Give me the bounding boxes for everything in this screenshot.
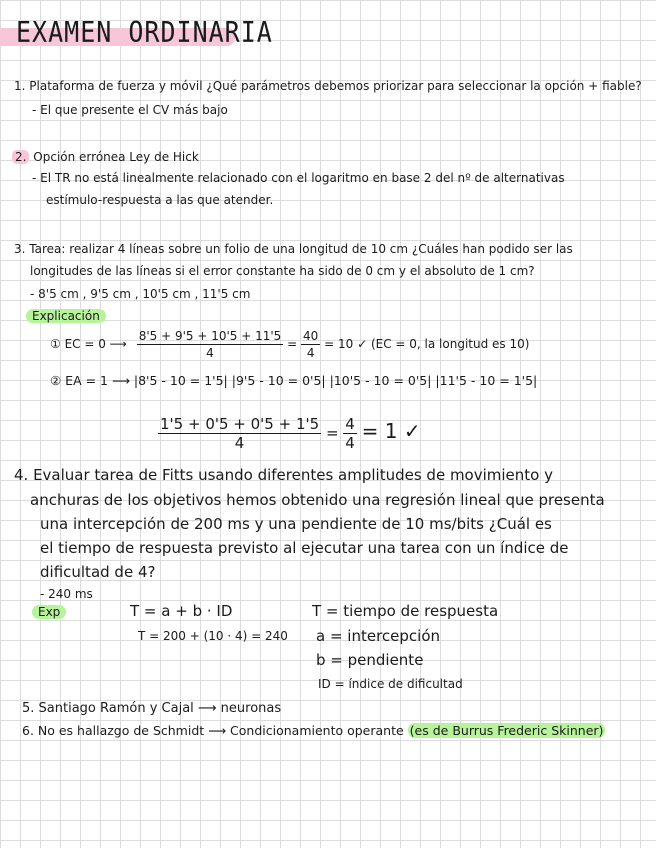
- ec-numerator-2: 40: [303, 329, 319, 343]
- ec-result: = 10 ✓ (EC = 0, la longitud es 10): [324, 337, 530, 351]
- answer-2-line-1: - El TR no está linealmente relacionado con el logaritmo en base 2 del nº de alternativas: [32, 171, 565, 185]
- ea-result: = 1 ✓: [361, 419, 421, 443]
- question-4-line-5: dificultad de 4?: [40, 563, 156, 581]
- question-4-line-4: el tiempo de respuesta previsto al ejecutar una tarea con un índice de: [40, 539, 569, 557]
- ea-numerator-2: 4: [345, 415, 355, 433]
- ea-denominator-2: 4: [345, 434, 355, 452]
- ec-denominator-1: 4: [206, 346, 214, 360]
- legend-a: a = intercepción: [316, 627, 441, 645]
- question-3-line-2: longitudes de las líneas si el error constante ha sido de 0 cm y el absoluto de 1 cm?: [30, 264, 535, 278]
- explicacion-label-text: Explicación: [26, 309, 106, 323]
- question-3-line-1: 3. Tarea: realizar 4 líneas sobre un folio de una longitud de 10 cm ¿Cuáles han podido ser las: [14, 242, 573, 256]
- ea-fraction-2: [343, 415, 357, 452]
- legend-b: b = pendiente: [316, 651, 424, 669]
- ec-equals: =: [287, 337, 298, 351]
- answer-4: - 240 ms: [40, 587, 93, 601]
- question-2-text: Opción errónea Ley de Hick: [33, 150, 199, 164]
- ec-numerator-1: 8'5 + 9'5 + 10'5 + 11'5: [138, 329, 282, 343]
- question-2-number: 2.: [12, 150, 29, 164]
- question-2: [12, 149, 199, 165]
- question-4-line-3: una intercepción de 200 ms y una pendiente de 10 ms/bits ¿Cuál es: [40, 515, 552, 533]
- ec-equation: [50, 328, 529, 361]
- ea-numerator-1: 1'5 + 0'5 + 0'5 + 1'5: [160, 415, 320, 433]
- question-5: 5. Santiago Ramón y Cajal ⟶ neuronas: [22, 701, 282, 716]
- ea-average: [158, 415, 421, 452]
- ec-denominator-2: 4: [306, 346, 315, 360]
- fitts-calculation: T = 200 + (10 · 4) = 240: [138, 629, 288, 643]
- ea-fraction-1: [158, 415, 321, 452]
- exp-label: [32, 604, 66, 620]
- question-6: [22, 723, 605, 739]
- answer-3: - 8'5 cm , 9'5 cm , 10'5 cm , 11'5 cm: [30, 287, 251, 301]
- answer-1: - El que presente el CV más bajo: [32, 103, 228, 117]
- explicacion-label: [26, 308, 106, 324]
- question-6-highlight: (es de Burrus Frederic Skinner): [409, 723, 604, 738]
- question-4-line-2: anchuras de los objetivos hemos obtenido una regresión lineal que presenta: [30, 491, 605, 509]
- ec-prefix: ① EC = 0 ⟶: [50, 337, 127, 351]
- ea-equals: =: [325, 424, 339, 442]
- ea-equation: ② EA = 1 ⟶ |8'5 - 10 = 1'5| |9'5 - 10 = 0'5| |10'5 - 10 = 0'5| |11'5 - 10 = 1'5|: [50, 373, 538, 388]
- ea-denominator-1: 4: [234, 434, 245, 452]
- answer-2-line-2: estímulo-respuesta a las que atender.: [46, 193, 274, 207]
- ec-fraction-2: [301, 328, 320, 361]
- question-1: 1. Plataforma de fuerza y móvil ¿Qué parámetros debemos priorizar para seleccionar la opción + fiable?: [14, 79, 642, 93]
- page-title: EXAMEN ORDINARIA: [16, 15, 273, 50]
- question-4-line-1: 4. Evaluar tarea de Fitts usando diferentes amplitudes de movimiento y: [14, 466, 553, 484]
- legend-id: ID = índice de dificultad: [318, 677, 463, 691]
- fitts-formula: T = a + b · ID: [130, 602, 233, 620]
- legend-t: T = tiempo de respuesta: [312, 602, 499, 620]
- exp-label-text: Exp: [32, 605, 66, 619]
- question-6-text: 6. No es hallazgo de Schmidt ⟶ Condicionamiento operante: [22, 723, 404, 738]
- ec-fraction-1: [137, 328, 284, 361]
